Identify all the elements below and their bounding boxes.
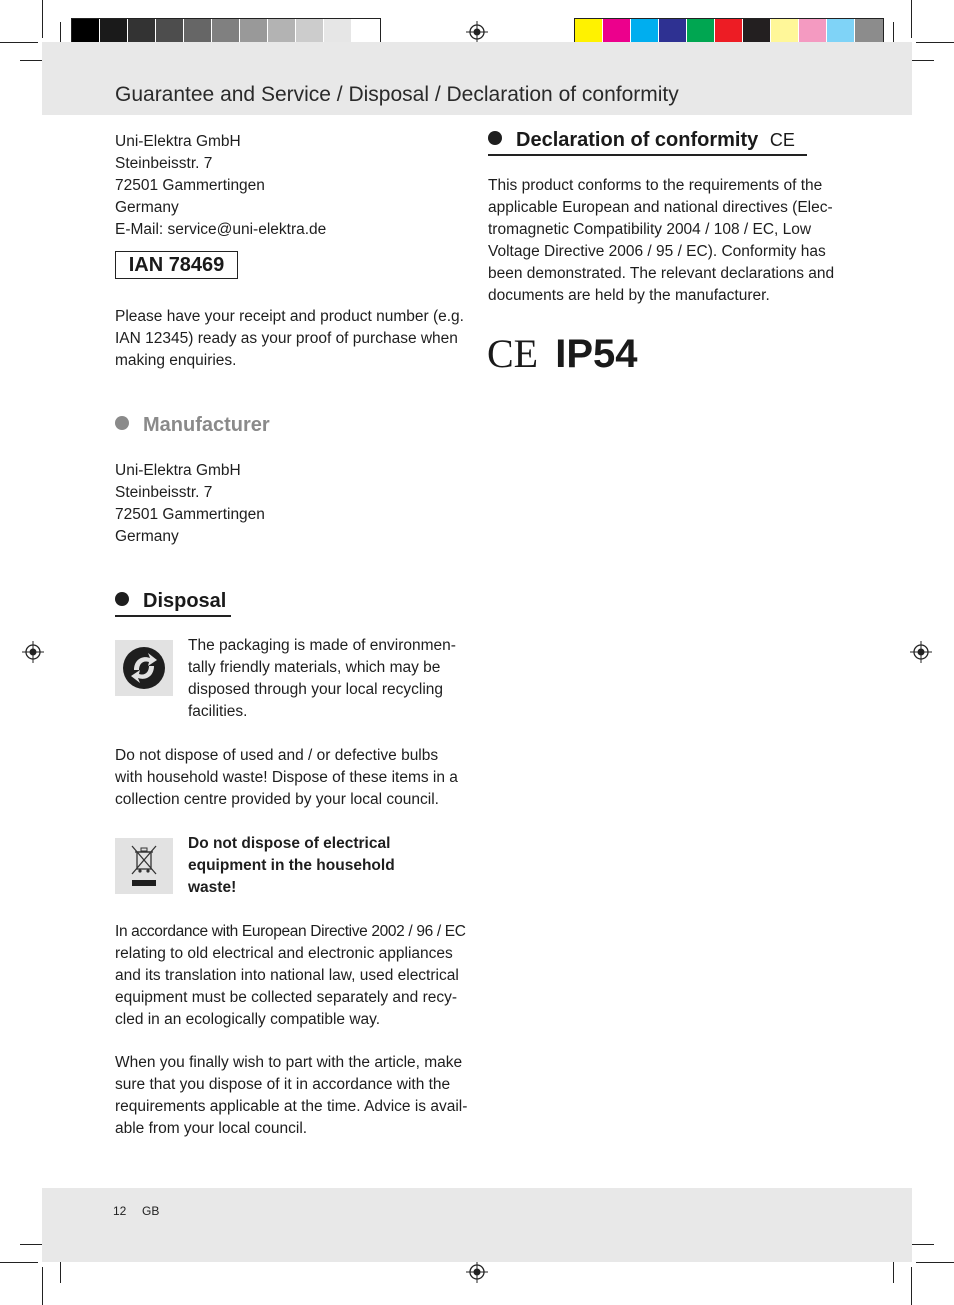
conformity-heading: Declaration of conformity CE: [488, 127, 795, 153]
conformity-text: This product conforms to the requirements of the applicable European and national directives (Elec- tromagnetic Compatibility 2004 / 108 / EC, Low Voltage Directive 2006 / 95 / EC). Conformity has been demonstrated. The relevant declarations and documents are held by the manufacturer.: [488, 177, 835, 304]
address-line: Uni-Elektra GmbH: [115, 133, 241, 150]
bullet-icon: [488, 131, 502, 145]
service-email: E-Mail: service@uni-elektra.de: [115, 221, 327, 238]
address-line: 72501 Gammertingen: [115, 177, 265, 194]
manufacturer-heading: Manufacturer: [115, 412, 270, 438]
crossed-bin-icon: [115, 838, 173, 894]
ip-rating: IP54: [555, 332, 638, 376]
bulbs-text: Do not dispose of used and / or defective bulbs with household waste! Dispose of these items in a collection centre provided by your local council.: [115, 747, 458, 808]
bullet-icon: [115, 592, 129, 606]
manufacturer-address: Uni-Elektra GmbH Steinbeisstr. 7 72501 Gammertingen Germany: [115, 462, 265, 545]
registration-mark-icon: [466, 1261, 488, 1283]
heading-underline: [115, 615, 231, 617]
directive-text: In accordance with European Directive 2002 / 96 / EC relating to old electrical and electronic appliances and its translation into national law, used electrical equipment must be collected separately and recy- cled in an ecologically compatible way.: [115, 923, 466, 1028]
registration-mark-icon: [466, 21, 488, 43]
service-address: [115, 131, 326, 241]
receipt-note: Please have your receipt and product number (e.g. IAN 12345) ready as your proof of purchase when making enquiries.: [115, 308, 464, 369]
packaging-text: The packaging is made of environmen- tally friendly materials, which may be disposed through your local recycling facilities.: [188, 637, 456, 720]
ian-number-box: IAN 78469: [115, 251, 238, 279]
final-disposal-text: When you finally wish to part with the article, make sure that you dispose of it in accordance with the requirements applicable at the time. Advice is avail- able from your local council.: [115, 1054, 468, 1137]
ce-ip54-mark: [487, 332, 638, 376]
footer-band: [42, 1188, 912, 1262]
registration-mark-icon: [22, 641, 44, 663]
page-title: Guarantee and Service / Disposal / Declaration of conformity: [115, 83, 679, 106]
address-line: Steinbeisstr. 7: [115, 155, 213, 172]
disposal-heading: Disposal: [115, 588, 226, 614]
heading-underline: [488, 154, 807, 156]
bullet-icon: [115, 416, 129, 430]
green-dot-recycling-icon: [115, 640, 173, 696]
registration-mark-icon: [910, 641, 932, 663]
ce-mark-icon: CE: [769, 130, 795, 150]
ce-mark-icon: CE: [487, 331, 539, 376]
page-number: 12: [113, 1204, 127, 1218]
language-code: GB: [142, 1204, 160, 1218]
address-line: Germany: [115, 199, 179, 216]
weee-warning: Do not dispose of electrical equipment in the household waste!: [188, 835, 395, 896]
